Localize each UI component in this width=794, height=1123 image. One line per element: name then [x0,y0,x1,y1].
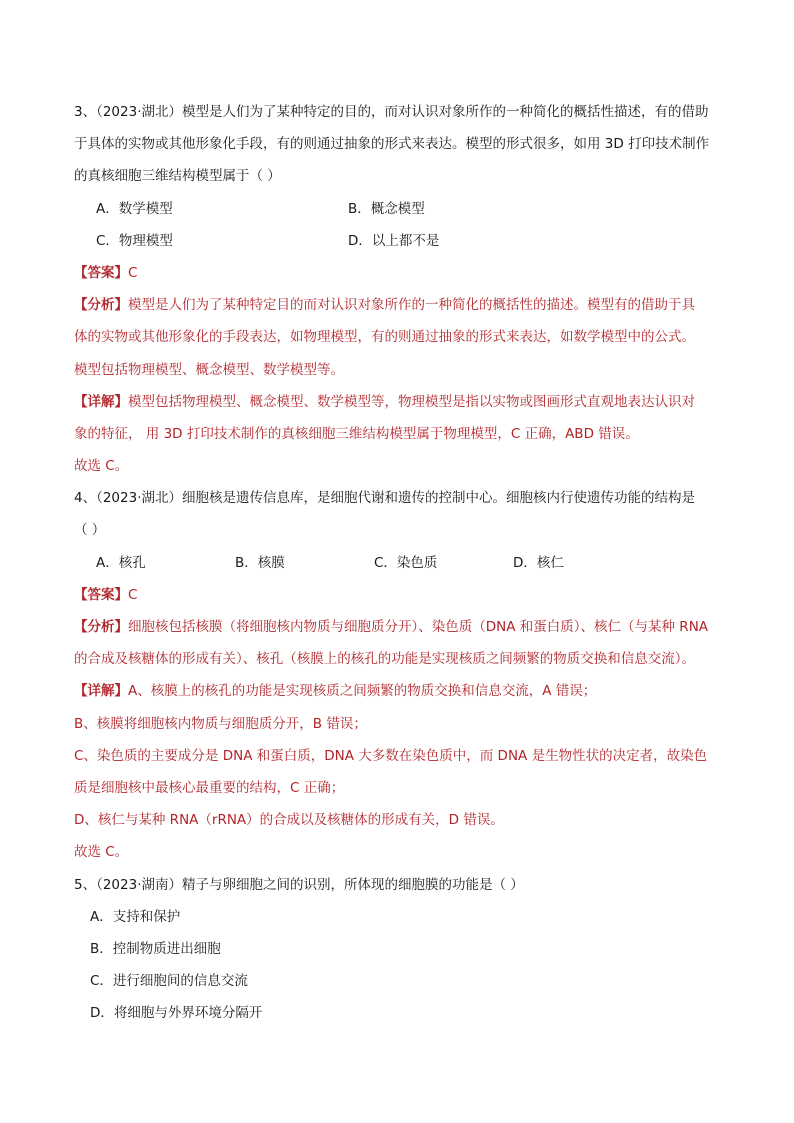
q4-option-a: A．核孔 [96,554,146,571]
q4-detail-line-5: D、核仁与某种 RNA（rRNA）的合成以及核糖体的形成有关，D 错误。 [74,812,504,829]
q3-stem-line-1: 3、（2023·湖北）模型是人们为了某种特定的目的，而对认识对象所作的一种简化的概括性描述，有的借助 [74,104,709,120]
q3-answer [74,257,724,289]
q3-detail-text-1: 模型包括物理模型、概念模型、数学模型等，物理模型是指以实物或图画形式直观地表达认识对 [128,393,695,410]
q4-conclusion: 故选 C。 [74,844,129,861]
q4-stem-line-1: 4、（2023·湖北）细胞核是遗传信息库，是细胞代谢和遗传的控制中心。细胞核内行使遗传功能的结构是 [74,490,695,507]
q4-analysis-line-1 [74,611,724,643]
document-page [74,96,724,1029]
q4-detail-line-4: 质是细胞核中最核心最重要的结构，C 正确； [74,779,345,796]
q3-analysis-text-1: 模型是人们为了某种特定目的而对认识对象所作的一种简化的概括性的描述。模型有的借助于具 [128,297,695,314]
q5-option-c: C．进行细胞间的信息交流 [90,973,248,990]
q4-detail-line-3: C、染色质的主要成分是 DNA 和蛋白质，DNA 大多数在染色质中，而 DNA 是生物性状的决定者，故染色 [74,747,708,764]
q3-analysis-tag: 【分析】 [74,297,128,314]
q4-option-c: C．染色质 [374,554,438,571]
q4-answer-tag: 【答案】 [74,586,128,603]
q5-option-d: D．将细胞与外界环境分隔开 [90,1005,263,1022]
question-5 [74,869,724,1030]
q3-analysis-line-1 [74,289,724,321]
q3-stem-line-3: 的真核细胞三维结构模型属于（ ） [74,168,281,185]
q3-detail-tag: 【详解】 [74,393,128,410]
q4-detail-line-2: B、核膜将细胞核内物质与细胞质分开，B 错误； [74,715,367,732]
q3-conclusion: 故选 C。 [74,458,129,475]
q3-option-a: A．数学模型 [96,200,173,217]
q4-option-d: D．核仁 [513,554,564,571]
q4-answer-value: C [128,586,138,603]
q3-options-row-1 [74,193,724,225]
q3-options-row-2 [74,225,724,257]
q5-option-b: B．控制物质进出细胞 [90,940,221,957]
q4-answer [74,579,724,611]
q4-options-row [74,547,724,579]
q3-answer-value: C [128,264,138,281]
q3-analysis-line-2: 体的实物或其他形象化的手段表达，如物理模型，有的则通过抽象的形式来表达，如数学模型中的公式。 [74,329,695,346]
q3-analysis-line-3: 模型包括物理模型、概念模型、数学模型等。 [74,361,344,378]
q4-detail-tag: 【详解】 [74,683,128,700]
q4-analysis-text-1: 细胞核包括核膜（将细胞核内物质与细胞质分开）、染色质（DNA 和蛋白质）、核仁（与某种 RNA [128,619,709,635]
question-4 [74,482,724,868]
q4-analysis-line-2: 的合成及核糖体的形成有关）、核孔（核膜上的核孔的功能是实现核质之间频繁的物质交换和信息交流）。 [74,651,695,668]
q3-stem-line-2: 于具体的实物或其他形象化手段，有的则通过抽象的形式来表达。模型的形式很多，如用 3D 打印技术制作 [74,136,710,153]
q5-stem-line-1: 5、（2023·湖南）精子与卵细胞之间的识别，所体现的细胞膜的功能是（ ） [74,876,524,893]
q4-option-b: B．核膜 [235,554,285,571]
q4-detail-text-1: A、核膜上的核孔的功能是实现核质之间频繁的物质交换和信息交流，A 错误； [128,683,597,700]
q3-detail-line-1 [74,386,724,418]
q3-option-b: B．概念模型 [348,200,425,217]
q3-answer-tag: 【答案】 [74,264,128,281]
question-3 [74,96,724,482]
q5-option-a: A．支持和保护 [90,908,181,925]
q4-detail-line-1 [74,675,724,707]
q3-option-c: C．物理模型 [96,232,173,249]
q4-stem-line-2: （ ） [74,522,106,539]
q3-detail-line-2: 象的特征， 用 3D 打印技术制作的真核细胞三维结构模型属于物理模型，C 正确，ABD 错误。 [74,425,639,442]
q4-analysis-tag: 【分析】 [74,619,128,635]
q3-option-d: D．以上都不是 [348,232,440,249]
